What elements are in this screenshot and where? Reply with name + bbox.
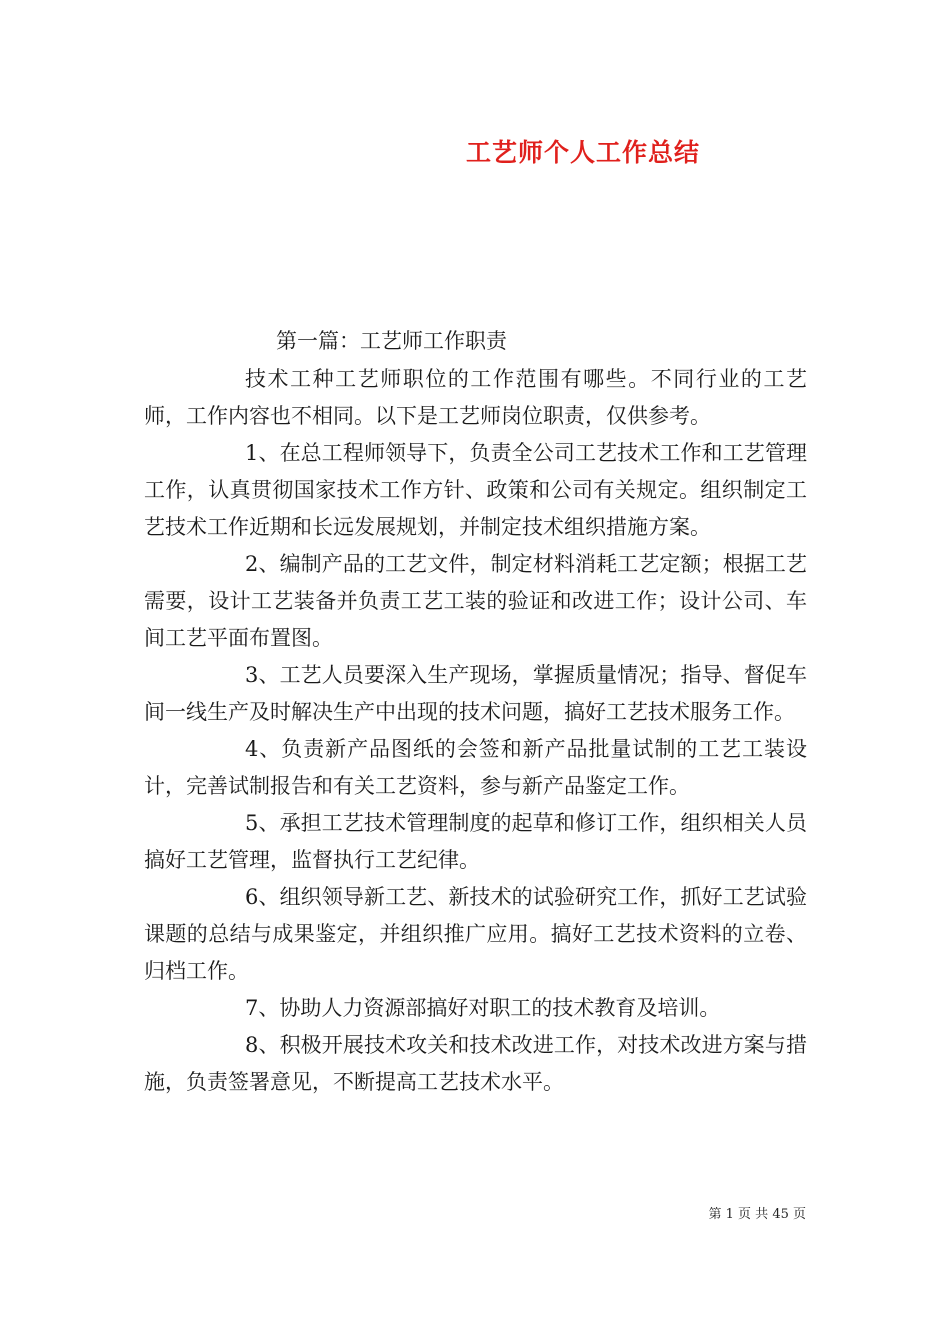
paragraph-item-3: 3、工艺人员要深入生产现场，掌握质量情况；指导、督促车间一线生产及时解决生产中出现的技术问题，搞好工艺技术服务工作。 [144,663,807,724]
paragraph-item-7: 7、协助人力资源部搞好对职工的技术教育及培训。 [245,996,721,1020]
section-heading: 第一篇：工艺师工作职责 [276,329,507,353]
paragraph-item-6: 6、组织领导新工艺、新技术的试验研究工作，抓好工艺试验课题的总结与成果鉴定，并组织推广应用。搞好工艺技术资料的立卷、归档工作。 [144,885,807,983]
paragraph-item-1: 1、在总工程师领导下，负责全公司工艺技术工作和工艺管理工作，认真贯彻国家技术工作方针、政策和公司有关规定。组织制定工艺技术工作近期和长远发展规划，并制定技术组织措施方案。 [144,441,807,539]
document-body [144,361,807,1101]
paragraph-item-4: 4、负责新产品图纸的会签和新产品批量试制的工艺工装设计，完善试制报告和有关工艺资料，参与新产品鉴定工作。 [144,737,807,798]
paragraph-item-5: 5、承担工艺技术管理制度的起草和修订工作，组织相关人员搞好工艺管理，监督执行工艺纪律。 [144,811,807,872]
paragraph-intro: 技术工种工艺师职位的工作范围有哪些。不同行业的工艺师，工作内容也不相同。以下是工艺师岗位职责，仅供参考。 [144,367,807,428]
document-title: 工艺师个人工作总结 [465,138,700,167]
page-number: 第 1 页 共 45 页 [708,1207,806,1222]
paragraph-item-8: 8、积极开展技术攻关和技术改进工作，对技术改进方案与措施，负责签署意见，不断提高工艺技术水平。 [144,1033,807,1094]
paragraph-item-2: 2、编制产品的工艺文件，制定材料消耗工艺定额；根据工艺需要，设计工艺装备并负责工艺工装的验证和改进工作；设计公司、车间工艺平面布置图。 [144,552,807,650]
